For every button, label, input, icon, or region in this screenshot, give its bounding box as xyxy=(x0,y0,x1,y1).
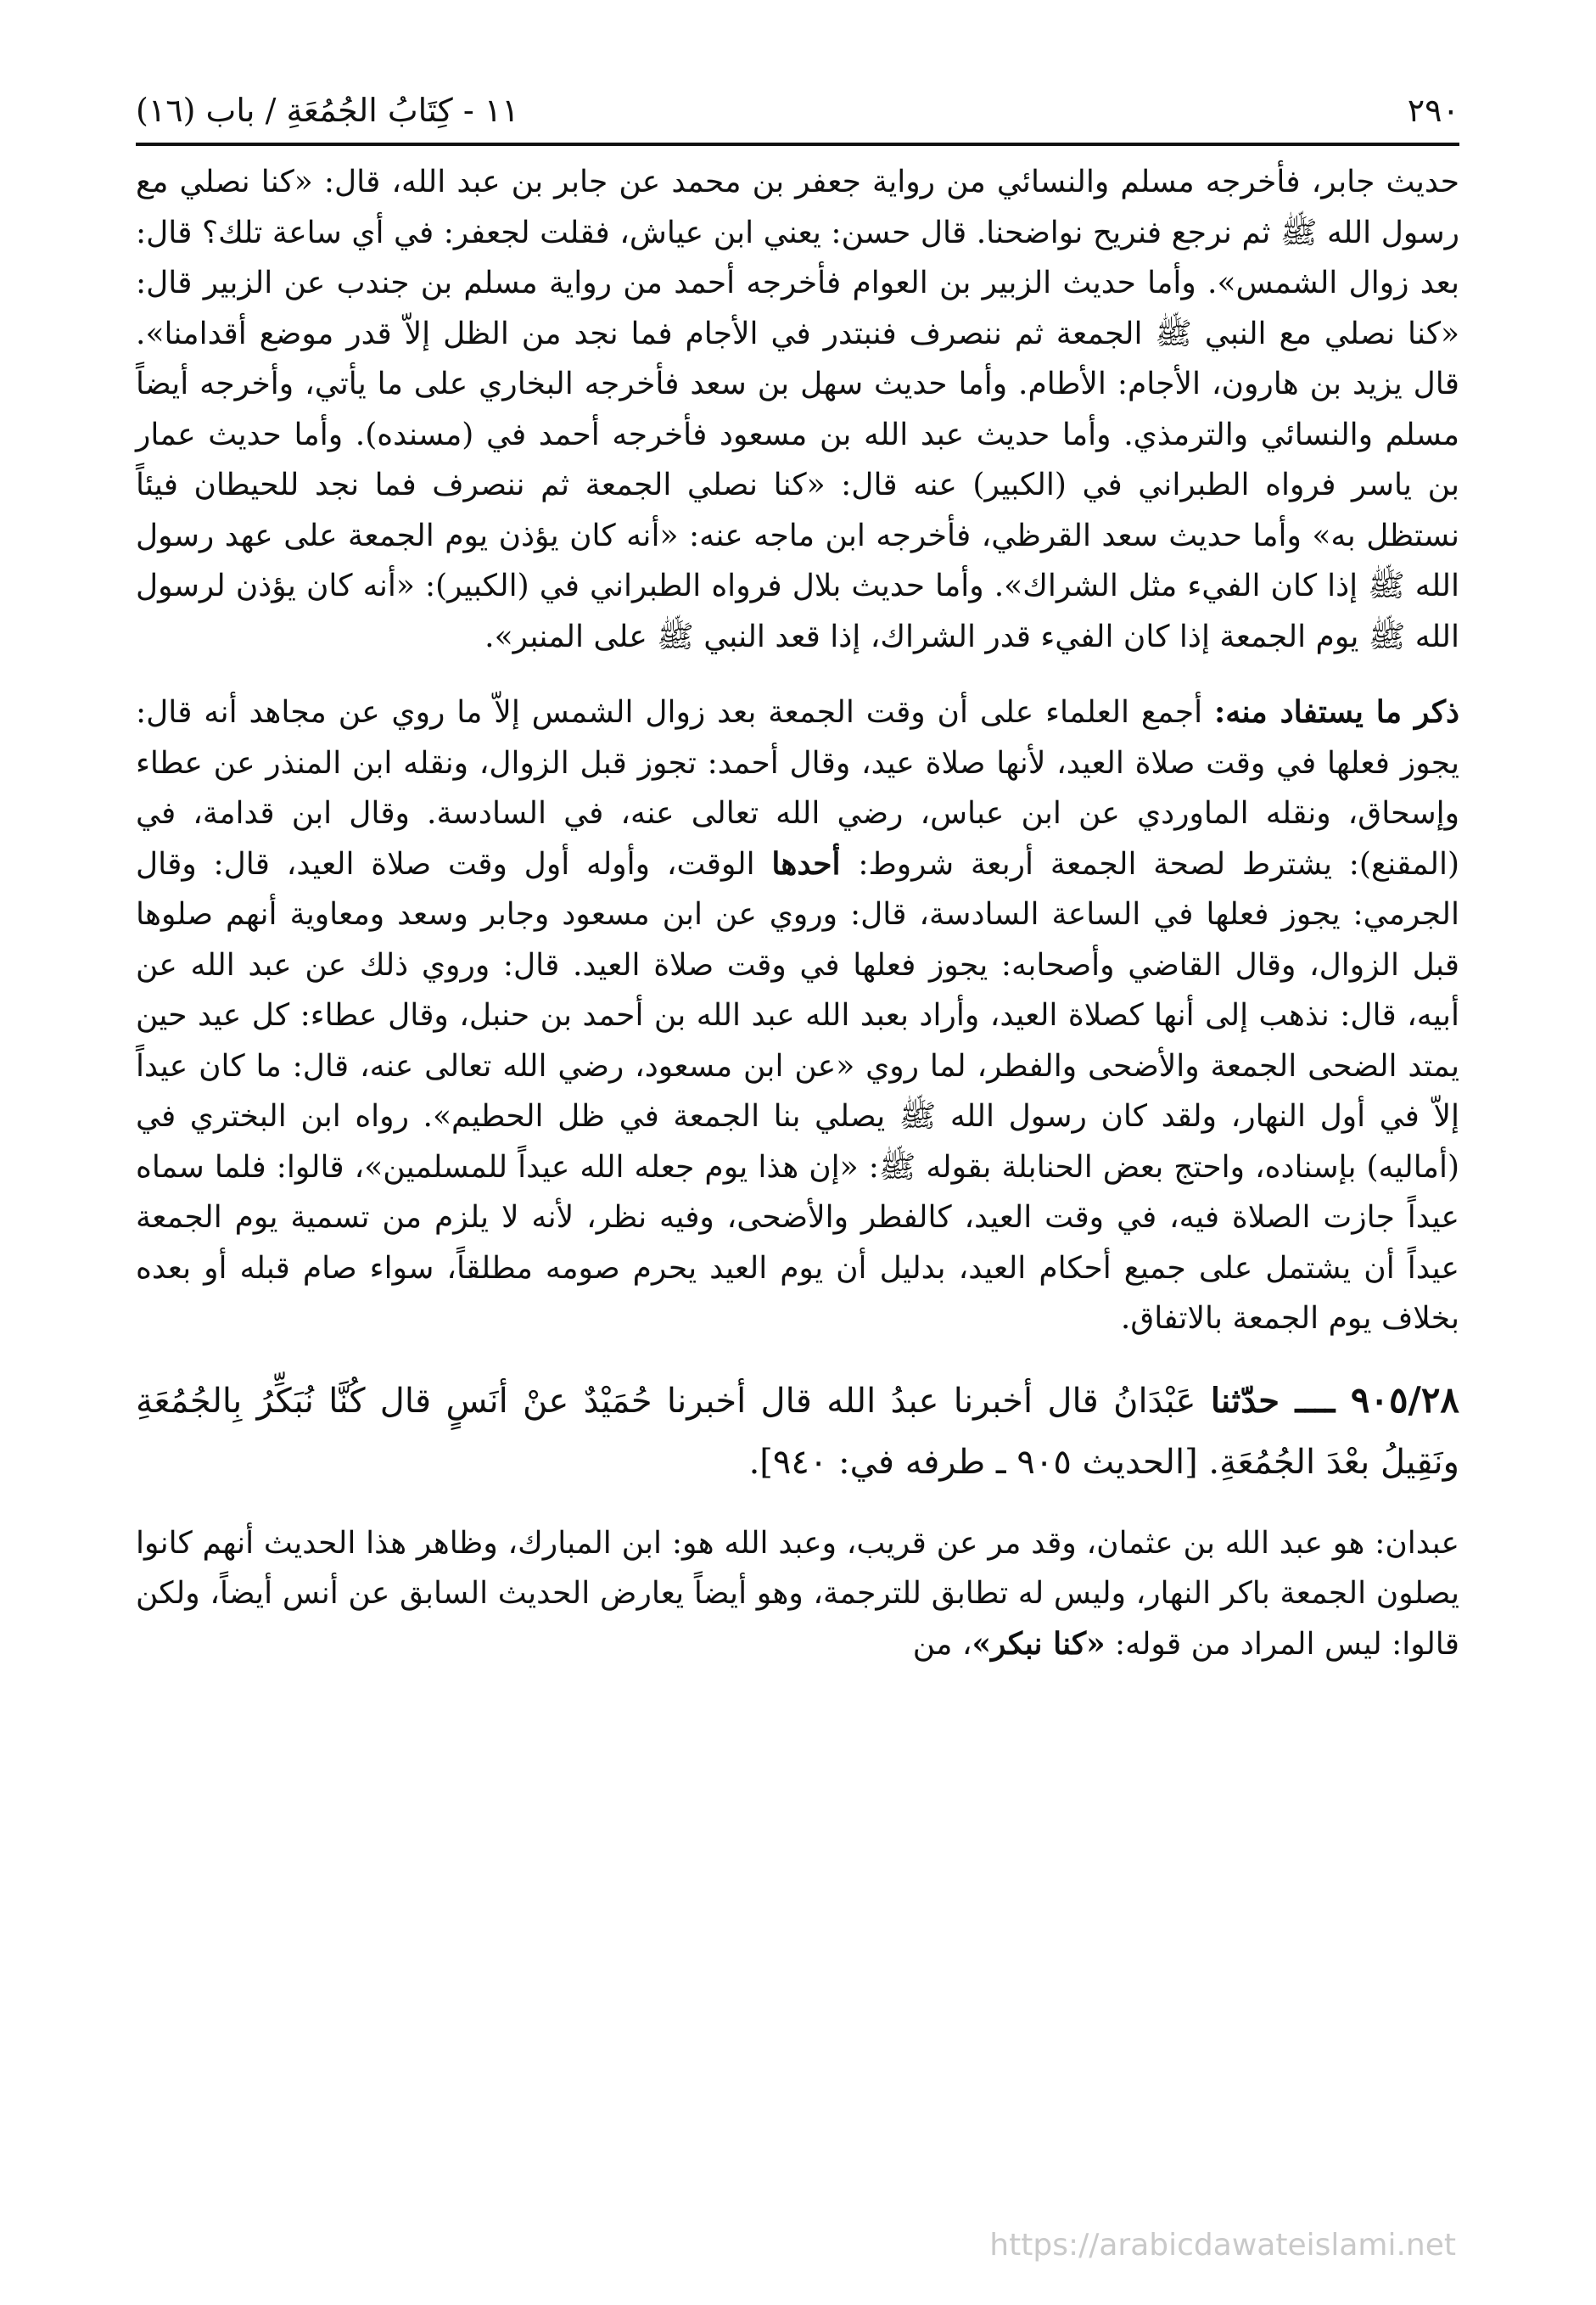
first-condition-label: أحدها xyxy=(771,845,859,882)
paragraph-gap xyxy=(136,1344,1459,1370)
running-header xyxy=(136,81,1459,140)
hadith-paragraph xyxy=(136,1370,1459,1493)
paragraph-gap xyxy=(136,662,1459,687)
hadith-text: عَبْدَانُ قال أخبرنا عبدُ الله قال أخبرنا حُمَيْدٌ عنْ أنَسٍ قال كُنَّا نُبَكِّرُ بِالجُمُعَةِ ونَقِيلُ بعْدَ الجُمُعَةِ. [الحديث ٩٠٥ ـ طرفه في: ٩٤٠]. xyxy=(136,1381,1459,1482)
page-number: ٢٩٠ xyxy=(1407,92,1459,129)
quoted-phrase: «كنا نبكر» xyxy=(972,1625,1106,1662)
page-body xyxy=(136,157,1459,1669)
hadith-narration-lead: ــــ حدّثنا xyxy=(1210,1380,1351,1421)
explanation-paragraph xyxy=(136,1518,1459,1670)
paragraph-gap xyxy=(136,1493,1459,1518)
explanation-text-end: ، من xyxy=(912,1626,972,1662)
commentary-text: حديث جابر، فأخرجه مسلم والنسائي من رواية جعفر بن محمد عن جابر بن عبد الله، قال: «كنا نصلي مع رسول الله ﷺ ثم نرجع فنريح نواضحنا. قال حسن: يعني ابن عياش، فقلت لجعفر: في أي ساعة تلك؟ قال: بعد زوال الشمس». وأما حديث الزبير بن العوام فأخرجه أحمد من رواية مسلم بن جندب عن الزبير قال: «كنا نصلي مع النبي ﷺ الجمعة ثم ننصرف فنبتدر في الأجام فما نجد من الظل إلاّ قدر موضع أقدامنا». قال يزيد بن هارون، الأجام: الأطام. وأما حديث سهل بن سعد فأخرجه البخاري على ما يأتي، وأخرجه أيضاً مسلم والنسائي والترمذي. وأما حديث عبد الله بن مسعود فأخرجه أحمد في (مسنده). وأما حديث عمار بن ياسر فرواه الطبراني في (الكبير) عنه قال: «كنا نصلي الجمعة ثم ننصرف فما نجد للحيطان فيئاً نستظل به» وأما حديث سعد القرظي، فأخرجه ابن ماجه عنه: «أنه كان يؤذن يوم الجمعة على عهد رسول الله ﷺ إذا كان الفيء مثل الشراك». وأما حديث بلال فرواه الطبراني في (الكبير): «أنه كان يؤذن لرسول الله ﷺ يوم الجمعة إذا كان الفيء قدر الشراك، إذا قعد النبي ﷺ على المنبر». xyxy=(136,165,1460,654)
benefits-heading: ذكر ما يستفاد منه: xyxy=(1213,694,1459,730)
hadith-number: ٩٠٥/٢٨ xyxy=(1350,1378,1459,1421)
benefits-text: أجمع العلماء على أن وقت الجمعة بعد زوال الشمس إلاّ ما روي عن مجاهد أنه قال: يجوز فعلها في وقت صلاة العيد، لأنها صلاة عيد، وقال أحمد: تجوز قبل الزوال، ونقله ابن المنذر عن عطاء وإسحاق، ونقله الماوردي عن ابن عباس، رضي الله تعالى عنه، في السادسة. وقال ابن قدامة، في (المقنع): يشترط لصحة الجمعة أربعة شروط: xyxy=(136,695,1459,882)
commentary-paragraph xyxy=(136,157,1459,662)
benefits-text-continued: الوقت، وأوله أول وقت صلاة العيد، قال: وقال الجرمي: يجوز فعلها في الساعة السادسة، قال: وروي عن ابن مسعود وجابر وسعد ومعاوية أنهم صلوها قبل الزوال، وقال القاضي وأصحابه: يجوز فعلها في وقت صلاة العيد. قال: وروي ذلك عن عبد الله عن أبيه، قال: نذهب إلى أنها كصلاة العيد، وأراد بعبد الله عبد الله بن أحمد بن حنبل، وقال عطاء: كل عيد حين يمتد الضحى الجمعة والأضحى والفطر، لما روي «عن ابن مسعود، رضي الله تعالى عنه، قال: ما كان عيداً إلاّ في أول النهار، ولقد كان رسول الله ﷺ يصلي بنا الجمعة في ظل الحطيم». رواه ابن البختري في (أماليه) بإسناده، واحتج بعض الحنابلة بقوله ﷺ: «إن هذا يوم جعله الله عيداً للمسلمين»، قالوا: فلما سماه عيداً جازت الصلاة فيه، في وقت العيد، كالفطر والأضحى، وفيه نظر، لأنه لا يلزم من تسمية يوم الجمعة عيداً أن يشتمل على جميع أحكام العيد، بدليل أن يوم العيد يحرم صومه مطلقاً، سواء صام قبله أو بعده بخلاف يوم الجمعة بالاتفاق. xyxy=(136,846,1459,1336)
explanation-text: عبدان: هو عبد الله بن عثمان، وقد مر عن قريب، وعبد الله هو: ابن المبارك، وظاهر هذا الحديث أنهم كانوا يصلون الجمعة باكر النهار، وليس له تطابق للترجمة، وهو أيضاً يعارض الحديث السابق عن أنس أيضاً، ولكن قالوا: ليس المراد من قوله: xyxy=(136,1525,1459,1662)
benefits-paragraph xyxy=(136,687,1459,1344)
watermark-url: https://arabicdawateislami.net xyxy=(989,2228,1456,2263)
header-rule xyxy=(136,143,1459,146)
chapter-title: ١١ - كِتَابُ الجُمُعَةِ / باب (١٦) xyxy=(136,92,519,129)
